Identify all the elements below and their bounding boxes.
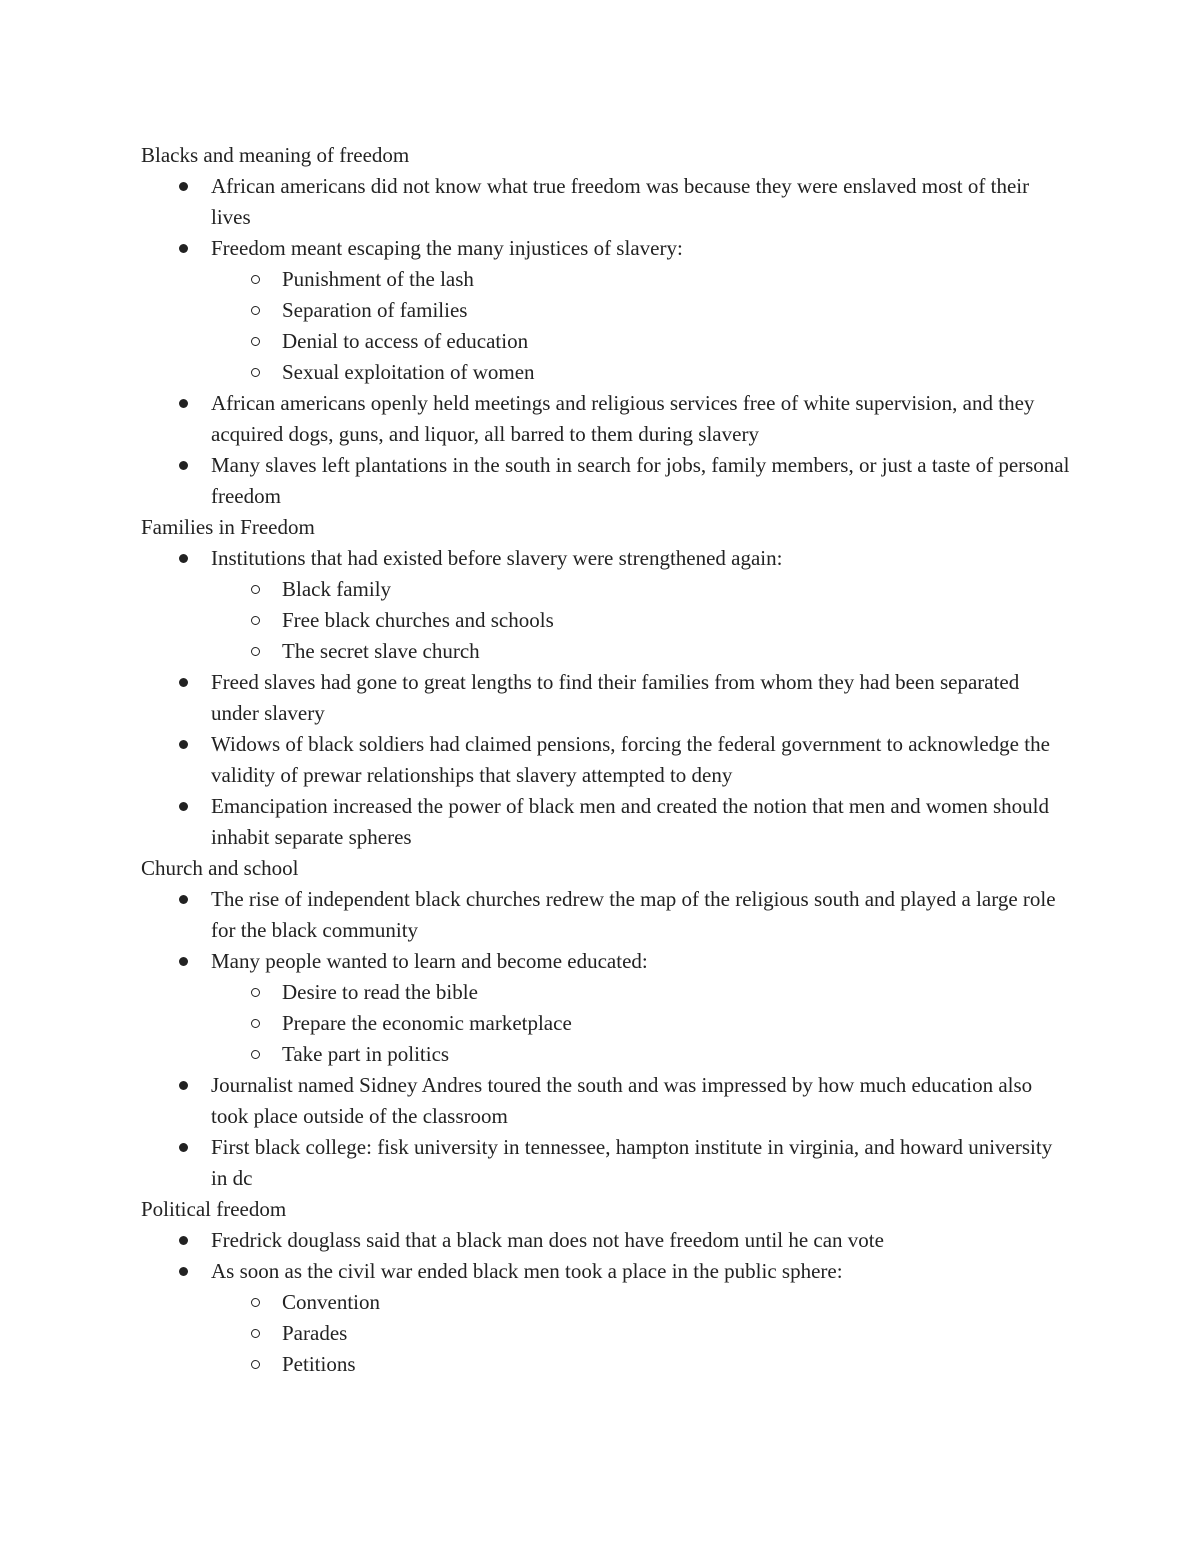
sub-bullet-list — [211, 1287, 1071, 1380]
list-item-text: Freed slaves had gone to great lengths to find their families from whom they had been separated under slavery — [211, 670, 1020, 725]
sub-list-item — [211, 326, 1071, 357]
hollow-bullet-icon — [251, 616, 260, 625]
list-item-text: Many people wanted to learn and become educated: — [211, 949, 648, 973]
sub-list-item-text: Petitions — [282, 1352, 356, 1376]
bullet-icon — [179, 244, 188, 253]
sub-list-item — [211, 1008, 1071, 1039]
bullet-icon — [179, 182, 188, 191]
sub-list-item — [211, 1039, 1071, 1070]
hollow-bullet-icon — [251, 1298, 260, 1307]
hollow-bullet-icon — [251, 337, 260, 346]
hollow-bullet-icon — [251, 1329, 260, 1338]
hollow-bullet-icon — [251, 1019, 260, 1028]
document-page — [141, 140, 1071, 1380]
bullet-icon — [179, 957, 188, 966]
section — [141, 1194, 1071, 1380]
sub-bullet-list — [211, 977, 1071, 1070]
sub-list-item — [211, 264, 1071, 295]
hollow-bullet-icon — [251, 1360, 260, 1369]
sub-bullet-list — [211, 574, 1071, 667]
sub-list-item — [211, 1318, 1071, 1349]
sub-list-item — [211, 636, 1071, 667]
sub-list-item-text: Black family — [282, 577, 392, 601]
list-item-text: Widows of black soldiers had claimed pensions, forcing the federal government to acknowledge the validity of prewar relationships that slavery attempted to deny — [211, 732, 1050, 787]
sub-list-item-text: Punishment of the lash — [282, 267, 474, 291]
hollow-bullet-icon — [251, 306, 260, 315]
list-item-text: Many slaves left plantations in the south in search for jobs, family members, or just a taste of personal freedom — [211, 453, 1070, 508]
sub-list-item — [211, 295, 1071, 326]
sub-list-item-text: Denial to access of education — [282, 329, 529, 353]
hollow-bullet-icon — [251, 275, 260, 284]
sub-list-item — [211, 357, 1071, 388]
sub-list-item — [211, 605, 1071, 636]
sub-list-item-text: Prepare the economic marketplace — [282, 1011, 572, 1035]
hollow-bullet-icon — [251, 988, 260, 997]
bullet-icon — [179, 1267, 188, 1276]
sub-list-item — [211, 1349, 1071, 1380]
bullet-icon — [179, 895, 188, 904]
section — [141, 853, 1071, 1194]
hollow-bullet-icon — [251, 1050, 260, 1059]
list-item-text: African americans openly held meetings and religious services free of white supervision, and they acquired dogs, guns, and liquor, all barred to them during slavery — [211, 391, 1035, 446]
list-item — [141, 1070, 1071, 1132]
sub-list-item — [211, 1287, 1071, 1318]
bullet-list — [141, 171, 1071, 512]
list-item — [141, 388, 1071, 450]
sub-list-item-text: Parades — [282, 1321, 348, 1345]
section-heading: Political freedom — [141, 1197, 287, 1221]
bullet-icon — [179, 399, 188, 408]
list-item-text: African americans did not know what true freedom was because they were enslaved most of their lives — [211, 174, 1030, 229]
list-item — [141, 791, 1071, 853]
list-item — [141, 1225, 1071, 1256]
list-item — [141, 171, 1071, 233]
bullet-icon — [179, 1143, 188, 1152]
sub-list-item-text: Separation of families — [282, 298, 468, 322]
hollow-bullet-icon — [251, 585, 260, 594]
list-item — [141, 450, 1071, 512]
bullet-icon — [179, 740, 188, 749]
bullet-list — [141, 543, 1071, 853]
list-item — [141, 543, 1071, 667]
list-item-text: Institutions that had existed before slavery were strengthened again: — [211, 546, 783, 570]
bullet-icon — [179, 678, 188, 687]
list-item — [141, 946, 1071, 1070]
list-item — [141, 1132, 1071, 1194]
hollow-bullet-icon — [251, 368, 260, 377]
hollow-bullet-icon — [251, 647, 260, 656]
list-item-text: First black college: fisk university in tennessee, hampton institute in virginia, and howard university in dc — [211, 1135, 1053, 1190]
bullet-list — [141, 1225, 1071, 1380]
bullet-icon — [179, 554, 188, 563]
section — [141, 140, 1071, 512]
sub-list-item-text: Sexual exploitation of women — [282, 360, 535, 384]
list-item-text: As soon as the civil war ended black men took a place in the public sphere: — [211, 1259, 843, 1283]
list-item — [141, 233, 1071, 388]
list-item-text: Fredrick douglass said that a black man does not have freedom until he can vote — [211, 1228, 884, 1252]
list-item — [141, 884, 1071, 946]
list-item — [141, 729, 1071, 791]
list-item-text: Journalist named Sidney Andres toured the south and was impressed by how much education also took place outside of the classroom — [211, 1073, 1033, 1128]
sub-list-item-text: The secret slave church — [282, 639, 480, 663]
section-heading: Families in Freedom — [141, 515, 315, 539]
bullet-icon — [179, 1236, 188, 1245]
sub-list-item — [211, 977, 1071, 1008]
section — [141, 512, 1071, 853]
sub-list-item — [211, 574, 1071, 605]
list-item-text: The rise of independent black churches redrew the map of the religious south and played a large role for the black community — [211, 887, 1056, 942]
sub-list-item-text: Take part in politics — [282, 1042, 450, 1066]
bullet-list — [141, 884, 1071, 1194]
list-item-text: Emancipation increased the power of black men and created the notion that men and women should inhabit separate spheres — [211, 794, 1049, 849]
list-item — [141, 1256, 1071, 1380]
list-item-text: Freedom meant escaping the many injustices of slavery: — [211, 236, 683, 260]
section-heading: Blacks and meaning of freedom — [141, 143, 410, 167]
sub-list-item-text: Desire to read the bible — [282, 980, 478, 1004]
sub-bullet-list — [211, 264, 1071, 388]
bullet-icon — [179, 461, 188, 470]
section-heading: Church and school — [141, 856, 299, 880]
list-item — [141, 667, 1071, 729]
sub-list-item-text: Free black churches and schools — [282, 608, 554, 632]
bullet-icon — [179, 802, 188, 811]
bullet-icon — [179, 1081, 188, 1090]
sub-list-item-text: Convention — [282, 1290, 380, 1314]
